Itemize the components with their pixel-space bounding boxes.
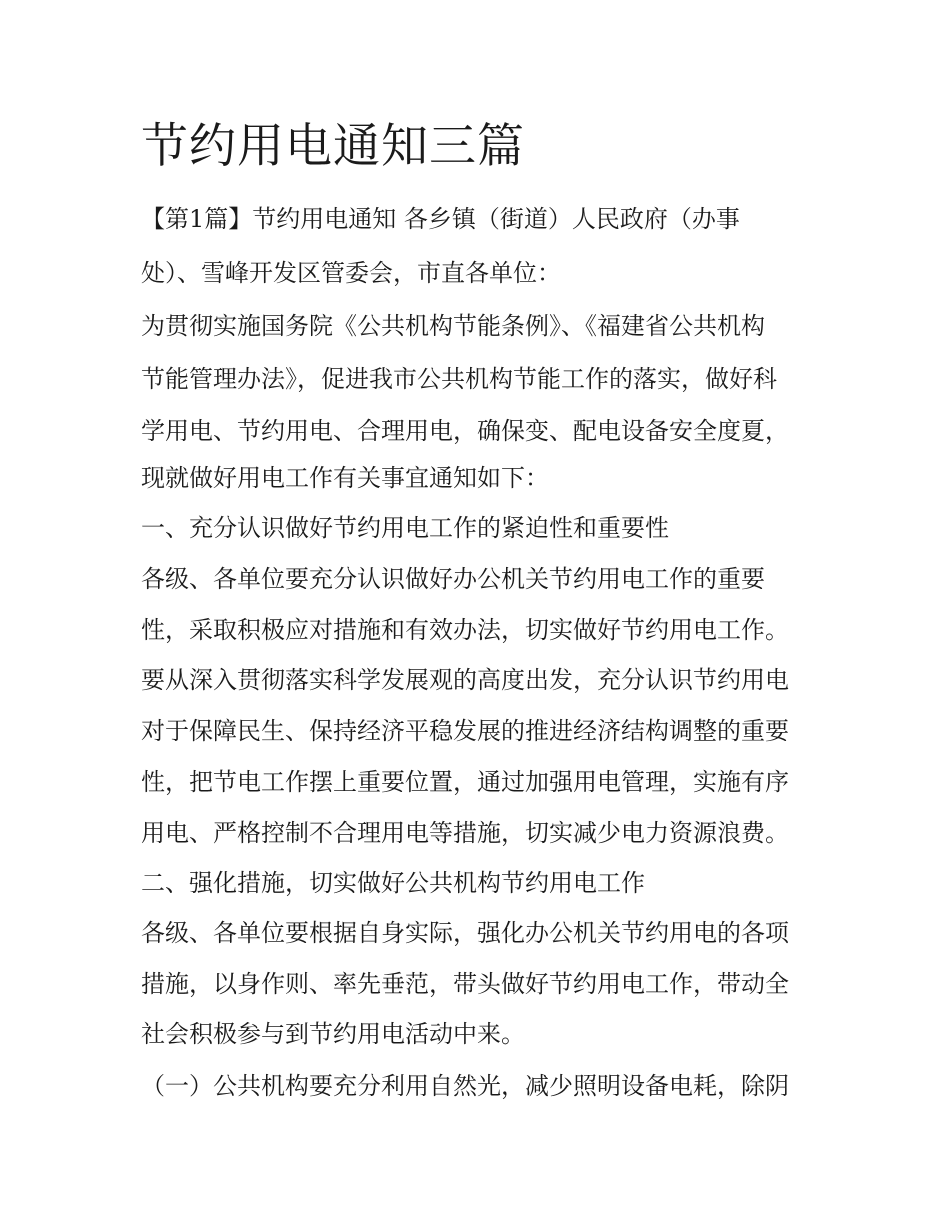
paragraph-line: 措施，以身作则、率先垂范，带头做好节约用电工作，带动全 bbox=[141, 970, 789, 998]
paragraph-line: 处）、雪峰开发区管委会，市直各单位： bbox=[141, 259, 561, 287]
paragraph-line: 学用电、节约用电、合理用电，确保变、配电设备安全度夏， bbox=[141, 417, 789, 445]
paragraph-line: 各级、各单位要充分认识做好办公机关节约用电工作的重要 bbox=[141, 565, 765, 593]
section-heading: 一、充分认识做好节约用电工作的紧迫性和重要性 bbox=[141, 514, 669, 542]
document-title: 节约用电通知三篇 bbox=[141, 119, 525, 174]
paragraph-line: 社会积极参与到节约用电活动中来。 bbox=[141, 1020, 525, 1048]
paragraph-line: 为贯彻实施国务院《公共机构节能条例》、《福建省公共机构 bbox=[141, 312, 765, 340]
paragraph-line: （一）公共机构要充分利用自然光，减少照明设备电耗，除阴 bbox=[141, 1072, 789, 1100]
paragraph-line: 现就做好用电工作有关事宜通知如下： bbox=[141, 464, 549, 492]
paragraph-line: 节能管理办法》，促进我市公共机构节能工作的落实，做好科 bbox=[141, 365, 777, 393]
section-heading: 二、强化措施，切实做好公共机构节约用电工作 bbox=[141, 869, 645, 897]
paragraph-line: 性，采取积极应对措施和有效办法，切实做好节约用电工作。 bbox=[141, 616, 789, 644]
paragraph-line: 要从深入贯彻落实科学发展观的高度出发，充分认识节约用电 bbox=[141, 666, 789, 694]
paragraph-line: 各级、各单位要根据自身实际，强化办公机关节约用电的各项 bbox=[141, 919, 789, 947]
paragraph-line: 【第1篇】节约用电通知 各乡镇（街道）人民政府（办事 bbox=[141, 205, 740, 233]
paragraph-line: 对于保障民生、保持经济平稳发展的推进经济结构调整的重要 bbox=[141, 717, 789, 745]
paragraph-line: 性，把节电工作摆上重要位置，通过加强用电管理，实施有序 bbox=[141, 768, 789, 796]
paragraph-line: 用电、严格控制不合理用电等措施，切实减少电力资源浪费。 bbox=[141, 819, 789, 847]
